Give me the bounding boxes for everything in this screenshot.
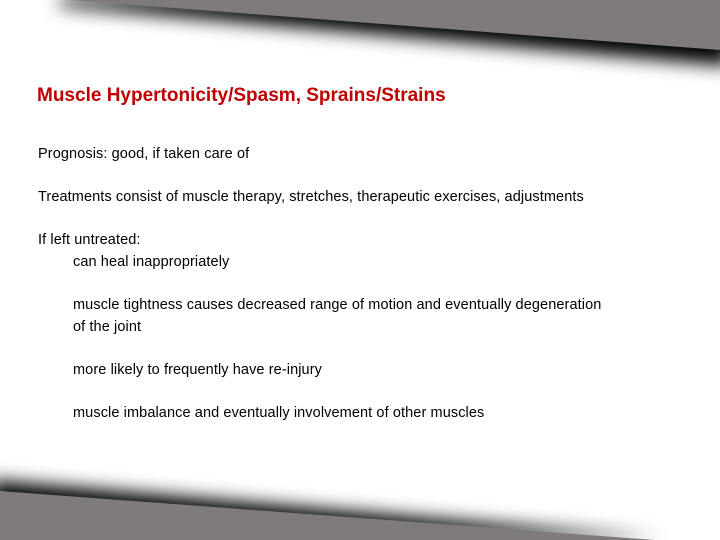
untreated-heading: If left untreated: xyxy=(38,232,141,248)
slide-title: Muscle Hypertonicity/Spasm, Sprains/Strains xyxy=(37,85,446,106)
list-item: can heal inappropriately xyxy=(73,254,230,270)
treatments-text: Treatments consist of muscle therapy, stretches, therapeutic exercises, adjustments xyxy=(38,189,584,205)
top-band xyxy=(70,0,720,50)
list-item: more likely to frequently have re-injury xyxy=(73,362,322,378)
list-item-continuation: of the joint xyxy=(73,319,142,335)
list-item: muscle tightness causes decreased range of motion and eventually degeneration xyxy=(73,297,602,313)
prognosis-text: Prognosis: good, if taken care of xyxy=(38,146,250,162)
list-item: muscle imbalance and eventually involvement of other muscles xyxy=(73,405,485,421)
bottom-band xyxy=(0,491,655,540)
